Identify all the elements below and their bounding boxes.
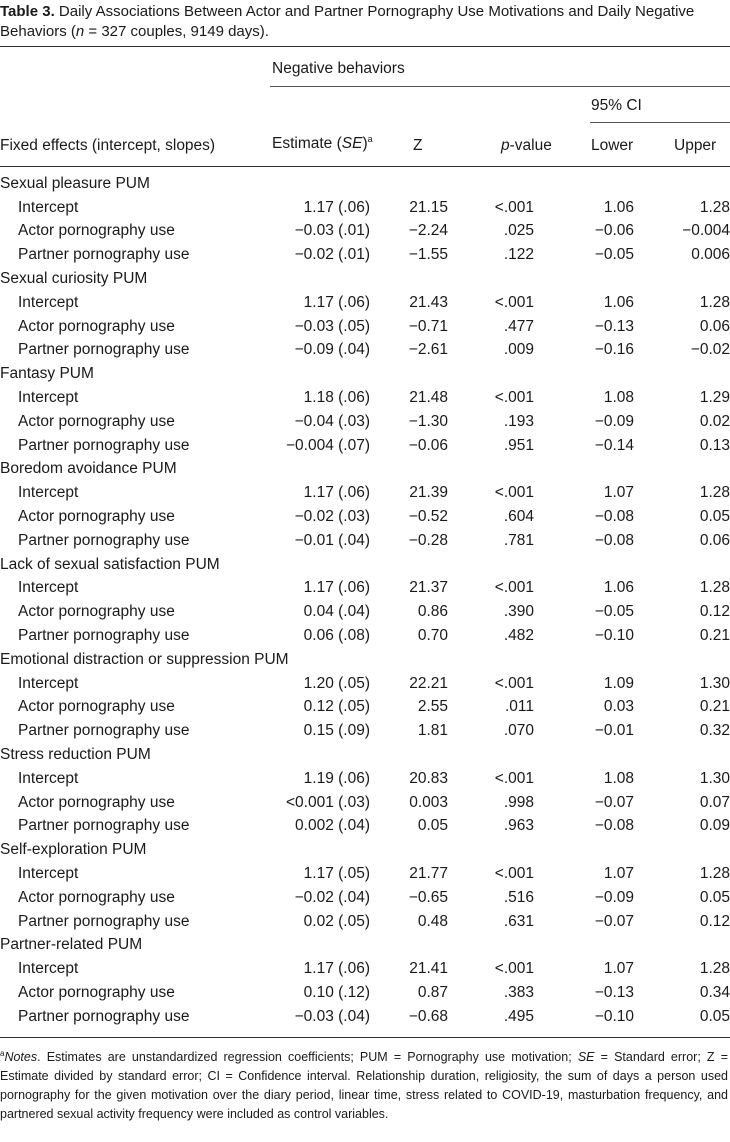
cell-upper: 0.006 — [691, 246, 730, 264]
header-group: Negative behaviors — [272, 60, 405, 77]
table-row — [0, 315, 730, 339]
cell-z: −2.61 — [408, 341, 448, 359]
cell-p: <.001 — [494, 198, 534, 216]
cell-upper: −0.004 — [682, 222, 730, 240]
top-rule — [0, 46, 730, 47]
cell-z: 21.77 — [409, 865, 448, 882]
group-underline — [270, 86, 730, 87]
table-label: Table 3. — [0, 3, 55, 20]
cell-z: 0.05 — [417, 817, 448, 835]
cell-p: <.001 — [494, 293, 534, 311]
cell-lower: 1.08 — [603, 389, 634, 407]
cell-upper: 1.28 — [699, 579, 730, 597]
table-row — [0, 1005, 730, 1029]
group-row — [0, 743, 730, 767]
table-caption — [0, 2, 728, 42]
cell-estimate: −0.02 (.01) — [294, 246, 370, 264]
group-row — [0, 267, 730, 291]
row-label: Partner pornography use — [18, 627, 190, 645]
cell-upper: 0.32 — [699, 722, 730, 740]
notes-label: Notes — [4, 1050, 38, 1065]
cell-p: .011 — [504, 698, 534, 716]
row-label: Partner pornography use — [18, 246, 190, 264]
cell-upper: 0.12 — [699, 912, 730, 930]
table-row — [0, 339, 730, 363]
cell-lower: −0.08 — [594, 531, 634, 549]
col-upper: Upper — [674, 137, 717, 154]
cell-p: .383 — [503, 983, 534, 1001]
cell-upper: 0.06 — [699, 317, 730, 335]
cell-lower: −0.14 — [594, 436, 634, 454]
cell-lower: −0.10 — [594, 1007, 634, 1025]
group-row — [0, 934, 730, 958]
cell-lower: 1.09 — [603, 674, 634, 692]
row-label: Intercept — [18, 960, 79, 978]
cell-p: <.001 — [494, 389, 534, 407]
group-row — [0, 172, 730, 196]
group-label: Fantasy PUM — [0, 365, 94, 383]
table-row — [0, 815, 730, 839]
cell-upper: 0.21 — [699, 698, 730, 716]
table-row — [0, 196, 730, 220]
cell-z: 0.87 — [417, 983, 448, 1001]
col-estimate-a: Estimate ( — [272, 135, 342, 152]
cell-estimate: 0.10 (.12) — [303, 983, 370, 1001]
col-lower: Lower — [591, 137, 634, 154]
cell-p: .631 — [503, 912, 534, 930]
group-label: Sexual pleasure PUM — [0, 174, 150, 192]
cell-estimate: 0.12 (.05) — [303, 698, 370, 716]
row-label: Intercept — [18, 865, 79, 882]
cell-z: 0.86 — [417, 603, 448, 621]
cell-upper: 0.07 — [699, 793, 730, 811]
col-p-rest: -value — [509, 137, 552, 154]
cell-z: 1.81 — [417, 722, 448, 740]
col-p-italic: p — [501, 137, 510, 154]
table-row — [0, 862, 730, 886]
cell-lower: −0.16 — [594, 341, 634, 359]
bottom-rule — [0, 1037, 730, 1038]
cell-estimate: −0.01 (.04) — [294, 531, 370, 549]
cell-upper: 1.30 — [699, 674, 730, 692]
group-label: Stress reduction PUM — [0, 746, 151, 764]
cell-upper: 0.05 — [699, 888, 730, 906]
cell-estimate: 1.17 (.06) — [303, 579, 370, 597]
table-notes — [0, 1044, 728, 1124]
cell-upper: 0.12 — [699, 603, 730, 621]
cell-lower: 1.06 — [603, 579, 634, 597]
cell-z: 21.39 — [409, 484, 448, 502]
cell-z: 0.003 — [409, 793, 448, 811]
row-label: Actor pornography use — [18, 412, 175, 430]
cell-estimate: 1.17 (.06) — [303, 484, 370, 502]
cell-z: −0.06 — [408, 436, 448, 454]
table-row — [0, 624, 730, 648]
cell-lower: 1.06 — [603, 293, 634, 311]
row-label: Partner pornography use — [18, 341, 190, 359]
notes-text-2: = Standard error; Z = Estimate divided by standard error; CI = Confidence interval. Relationship duration, religiosity, the sum of days a person used pornography for the given motivation over the diary period, linear time, stress related to COVID-19, masturbation frequency, and partnered sexual activity frequency were included as control variables. — [0, 1050, 728, 1122]
cell-upper: 1.28 — [699, 960, 730, 978]
cell-lower: −0.07 — [594, 912, 634, 930]
cell-estimate: 0.02 (.05) — [303, 912, 370, 930]
row-label: Partner pornography use — [18, 436, 190, 454]
col-estimate — [272, 134, 373, 154]
cell-z: 21.43 — [409, 293, 448, 311]
group-row — [0, 362, 730, 386]
group-row — [0, 838, 730, 862]
row-label: Intercept — [18, 293, 79, 311]
table-row — [0, 791, 730, 815]
cell-z: −0.52 — [408, 508, 448, 526]
cell-p: <.001 — [494, 484, 534, 502]
cell-estimate: −0.09 (.04) — [294, 341, 370, 359]
group-label: Emotional distraction or suppression PUM — [0, 650, 289, 668]
cell-lower: −0.06 — [594, 222, 634, 240]
row-label: Intercept — [18, 484, 79, 502]
row-label: Actor pornography use — [18, 317, 175, 335]
caption-text-a: Daily Associations Between Actor and Partner Pornography Use Motivations and Daily Negative Behaviors ( — [0, 3, 695, 40]
cell-estimate: <0.001 (.03) — [285, 793, 370, 811]
col-fixed-effects: Fixed effects (intercept, slopes) — [0, 137, 216, 154]
row-label: Actor pornography use — [18, 698, 175, 716]
table-row — [0, 957, 730, 981]
table-row — [0, 386, 730, 410]
cell-lower: −0.10 — [594, 627, 634, 645]
results-table-body — [0, 172, 730, 1029]
cell-z: −0.68 — [408, 1007, 448, 1025]
group-row — [0, 553, 730, 577]
table-row — [0, 767, 730, 791]
cell-estimate: 1.17 (.05) — [303, 865, 370, 882]
row-label: Intercept — [18, 674, 79, 692]
cell-upper: 1.30 — [699, 769, 730, 787]
cell-lower: 1.07 — [603, 960, 634, 978]
cell-z: 20.83 — [409, 769, 448, 787]
cell-z: 21.37 — [409, 579, 448, 597]
row-label: Partner pornography use — [18, 1007, 190, 1025]
cell-lower: −0.07 — [594, 793, 634, 811]
table-row — [0, 505, 730, 529]
cell-p: <.001 — [494, 579, 534, 597]
row-label: Intercept — [18, 198, 79, 216]
cell-estimate: 0.002 (.04) — [295, 817, 370, 835]
cell-p: <.001 — [494, 865, 534, 882]
row-label: Partner pornography use — [18, 817, 190, 835]
table-row — [0, 910, 730, 934]
table-row — [0, 243, 730, 267]
cell-estimate: −0.004 (.07) — [285, 436, 370, 454]
group-label: Partner-related PUM — [0, 936, 143, 954]
cell-estimate: −0.02 (.03) — [294, 508, 370, 526]
notes-text-1: . Estimates are unstandardized regression coefficients; PUM = Pornography use motivation; — [37, 1050, 578, 1065]
cell-z: −2.24 — [408, 222, 448, 240]
cell-estimate: −0.02 (.04) — [294, 888, 370, 906]
cell-p: .477 — [503, 317, 534, 335]
table-row — [0, 981, 730, 1005]
table-row — [0, 481, 730, 505]
cell-estimate: 0.15 (.09) — [303, 722, 370, 740]
cell-p: <.001 — [494, 769, 534, 787]
cell-estimate: −0.03 (.01) — [294, 222, 370, 240]
cell-p: .604 — [503, 508, 534, 526]
row-label: Actor pornography use — [18, 222, 175, 240]
group-label: Sexual curiosity PUM — [0, 270, 148, 288]
cell-upper: 0.02 — [699, 412, 730, 430]
header-rule — [0, 166, 730, 167]
row-label: Actor pornography use — [18, 603, 175, 621]
notes-se: SE — [577, 1050, 595, 1065]
ci-underline — [590, 122, 730, 123]
group-label: Boredom avoidance PUM — [0, 460, 177, 478]
group-row — [0, 648, 730, 672]
col-estimate-se: SE — [341, 135, 363, 152]
col-p-value — [501, 136, 552, 156]
header-ci: 95% CI — [591, 97, 642, 114]
cell-estimate: 0.06 (.08) — [303, 627, 370, 645]
cell-lower: 1.08 — [603, 769, 634, 787]
row-label: Actor pornography use — [18, 508, 175, 526]
cell-estimate: 1.17 (.06) — [303, 293, 370, 311]
cell-lower: −0.09 — [594, 412, 634, 430]
cell-z: −0.65 — [408, 888, 448, 906]
cell-z: 21.48 — [409, 389, 448, 407]
cell-p: .193 — [503, 412, 534, 430]
table-row — [0, 529, 730, 553]
cell-estimate: 0.04 (.04) — [303, 603, 370, 621]
cell-upper: 0.13 — [699, 436, 730, 454]
row-label: Actor pornography use — [18, 888, 175, 906]
cell-lower: −0.05 — [594, 246, 634, 264]
row-label: Partner pornography use — [18, 722, 190, 740]
cell-z: −1.30 — [408, 412, 448, 430]
cell-z: 22.21 — [409, 674, 448, 692]
cell-p: .070 — [503, 722, 534, 740]
cell-lower: 1.07 — [603, 484, 634, 502]
cell-p: .516 — [503, 888, 534, 906]
cell-lower: −0.08 — [594, 817, 634, 835]
table-row — [0, 600, 730, 624]
table-row — [0, 886, 730, 910]
cell-lower: −0.05 — [594, 603, 634, 621]
cell-z: 2.55 — [417, 698, 448, 716]
cell-p: .482 — [503, 627, 534, 645]
cell-upper: 0.09 — [699, 817, 730, 835]
cell-z: −0.71 — [408, 317, 448, 335]
results-table — [0, 172, 730, 1029]
table-row — [0, 291, 730, 315]
row-label: Intercept — [18, 389, 79, 407]
cell-upper: 0.05 — [699, 1007, 730, 1025]
table-row — [0, 577, 730, 601]
cell-lower: 1.06 — [603, 198, 634, 216]
cell-upper: 1.28 — [699, 484, 730, 502]
group-row — [0, 458, 730, 482]
group-label: Lack of sexual satisfaction PUM — [0, 555, 220, 573]
cell-upper: 1.28 — [699, 198, 730, 216]
col-estimate-sup: a — [367, 133, 373, 144]
cell-estimate: −0.03 (.05) — [294, 317, 370, 335]
cell-upper: −0.02 — [690, 341, 730, 359]
cell-z: 21.15 — [409, 198, 448, 216]
cell-lower: −0.09 — [594, 888, 634, 906]
row-label: Actor pornography use — [18, 793, 175, 811]
row-label: Intercept — [18, 769, 79, 787]
cell-lower: 0.03 — [603, 698, 634, 716]
cell-upper: 1.29 — [699, 389, 730, 407]
cell-upper: 0.05 — [699, 508, 730, 526]
cell-p: .009 — [503, 341, 534, 359]
cell-upper: 0.06 — [699, 531, 730, 549]
cell-p: <.001 — [494, 674, 534, 692]
notes-sup: a — [0, 1049, 5, 1058]
cell-estimate: 1.18 (.06) — [303, 389, 370, 407]
cell-upper: 1.28 — [699, 865, 730, 882]
col-estimate-b: ) — [362, 135, 368, 152]
cell-lower: −0.08 — [594, 508, 634, 526]
cell-upper: 1.28 — [699, 293, 730, 311]
cell-z: 0.48 — [417, 912, 448, 930]
col-z: Z — [413, 137, 423, 154]
cell-p: .998 — [503, 793, 534, 811]
cell-estimate: 1.19 (.06) — [303, 769, 370, 787]
cell-z: −1.55 — [408, 246, 448, 264]
table-row — [0, 220, 730, 244]
cell-estimate: 1.20 (.05) — [303, 674, 370, 692]
cell-p: .781 — [503, 531, 534, 549]
cell-p: .025 — [503, 222, 534, 240]
cell-lower: 1.07 — [603, 865, 634, 882]
cell-lower: −0.13 — [594, 317, 634, 335]
cell-estimate: −0.03 (.04) — [294, 1007, 370, 1025]
cell-estimate: 1.17 (.06) — [303, 198, 370, 216]
cell-p: .390 — [503, 603, 534, 621]
cell-estimate: −0.04 (.03) — [294, 412, 370, 430]
cell-p: .122 — [503, 246, 534, 264]
cell-estimate: 1.17 (.06) — [303, 960, 370, 978]
cell-p: .495 — [503, 1007, 534, 1025]
table-row — [0, 672, 730, 696]
row-label: Partner pornography use — [18, 912, 190, 930]
table-row — [0, 696, 730, 720]
cell-z: −0.28 — [408, 531, 448, 549]
cell-p: .951 — [503, 436, 534, 454]
row-label: Actor pornography use — [18, 983, 175, 1001]
cell-z: 21.41 — [409, 960, 448, 978]
cell-upper: 0.21 — [699, 627, 730, 645]
group-label: Self-exploration PUM — [0, 841, 147, 859]
cell-lower: −0.01 — [594, 722, 634, 740]
row-label: Intercept — [18, 579, 79, 597]
row-label: Partner pornography use — [18, 531, 190, 549]
caption-text-b: = 327 couples, 9149 days). — [84, 23, 269, 40]
caption-n: n — [75, 23, 85, 40]
cell-p: <.001 — [494, 960, 534, 978]
cell-upper: 0.34 — [699, 983, 730, 1001]
cell-z: 0.70 — [417, 627, 448, 645]
table-row — [0, 719, 730, 743]
table-row — [0, 434, 730, 458]
cell-p: .963 — [503, 817, 534, 835]
cell-lower: −0.13 — [594, 983, 634, 1001]
table-row — [0, 410, 730, 434]
